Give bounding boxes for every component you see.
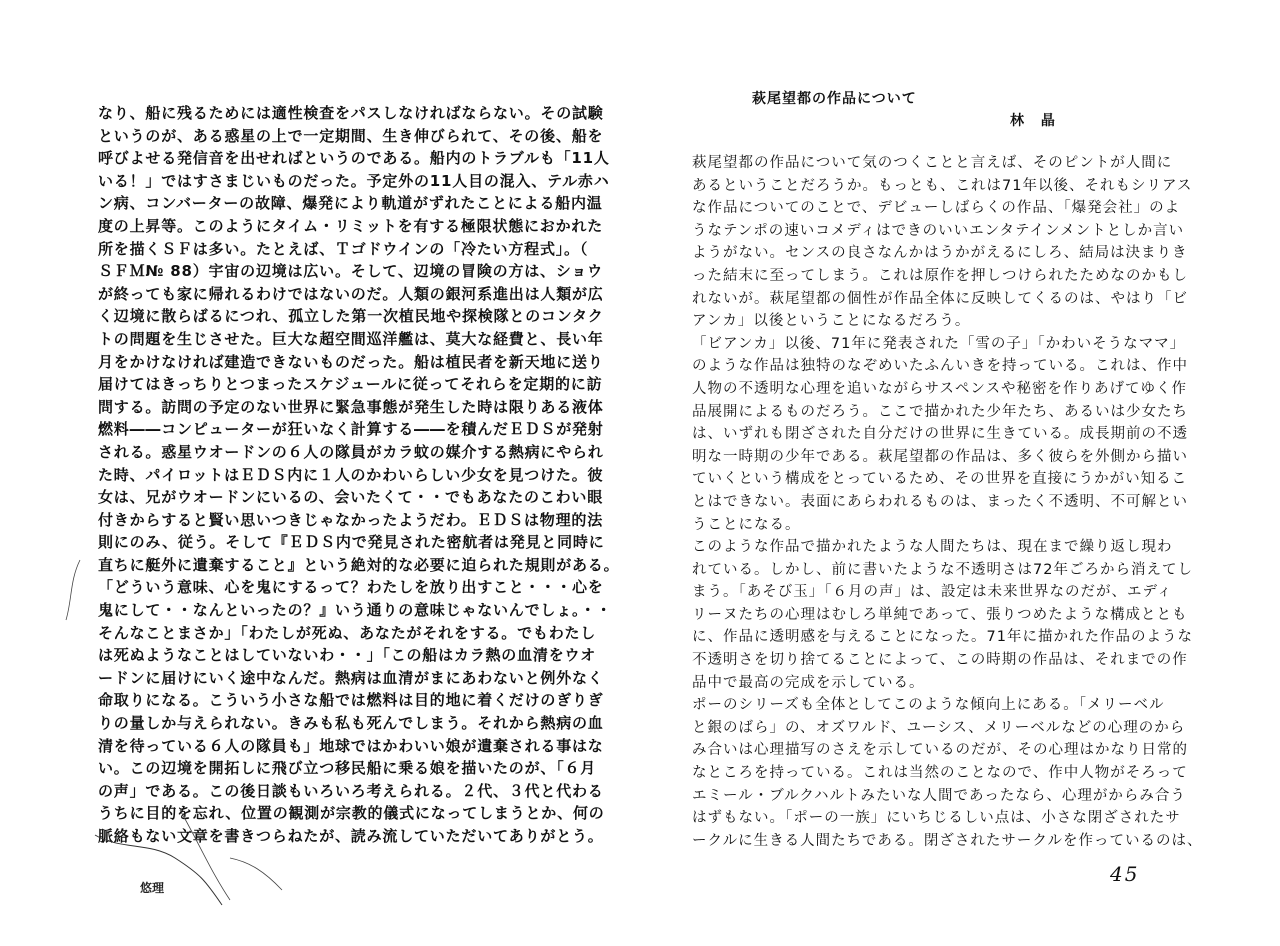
text-line: そんなことまさか」「わたしが死ぬ、あなたがそれをする。でもわたし <box>98 623 597 642</box>
text-line: た時、パイロットはＥＤＳ内に１人のかわいらしい少女を見つけた。彼 <box>98 465 604 484</box>
text-line: される。惑星ウオードンの６人の隊員がカラ蚊の媒介する熱病にやられ <box>98 442 604 461</box>
text-line: いる！」ではすさまじいものだった。予定外の11人目の混入、テル赤ハ <box>98 171 610 190</box>
text-line: な作品についてのことで、デビューしばらくの作品、「爆発会社」のよ <box>692 200 1181 217</box>
text-line: とはできない。表面にあらわれるものは、まったく不透明、不可解とい <box>692 493 1188 510</box>
text-line: れている。しかし、前に書いたような不透明さは72年ごろから消えてし <box>692 561 1193 578</box>
page-number: 45 <box>1110 862 1140 886</box>
text-line: まう。「あそび玉」「６月の声」は、設定は未来世界なのだが、エディ <box>692 584 1173 601</box>
right-page-text <box>692 152 1202 852</box>
text-line: 付きからすると賢い思いつきじゃなかったようだわ。ＥＤＳは物理的法 <box>98 510 604 529</box>
text-line: うことになる。 <box>692 516 801 533</box>
text-line: 不透明さを切り捨てることによって、この時期の作品は、それまでの作 <box>692 652 1188 669</box>
text-line: が終っても家に帰れるわけではないのだ。人類の銀河系進出は人類が広 <box>98 284 604 303</box>
text-line: 清を待っている６人の隊員も」地球ではかわいい娘が遺棄される事はな <box>98 736 604 755</box>
text-line: りの量しか与えられない。きみも私も死んでしまう。それから熱病の血 <box>98 714 604 733</box>
text-line: 脈絡もない文章を書きつらねたが、読み流していただいてありがとう。 <box>98 827 604 845</box>
text-line: というのが、ある惑星の上で一定期間、生き伸びられて、その後、船を <box>98 126 604 145</box>
text-line: 品中で最高の完成を示している。 <box>692 674 925 691</box>
text-line: うなテンポの速いコメディはできのいいエンタテインメントとしか言い <box>692 222 1185 239</box>
article-title: 萩尾望都の作品について <box>752 91 917 107</box>
text-line: は死ぬようなことはしていないわ・・」「この船はカラ熱の血清をウオ <box>98 646 597 665</box>
text-line: 則にのみ、従う。そして『ＥＤＳ内で発見された密航者は発見と同時に <box>98 533 605 552</box>
text-line: ポーのシリーズも全体としてこのような傾向上にある。「メリーベル <box>692 697 1165 714</box>
text-line: アンカ」以後ということになるだろう。 <box>692 313 971 330</box>
text-line: ードンに届けにいく途中なんだ。熱病は血清がまにあわないと例外なく <box>98 668 604 687</box>
text-line: なところを持っている。これは当然のことなので、作中人物がそろって <box>692 765 1188 782</box>
text-line: はずもない。「ポーの一族」にいちじるしい点は、小さな閉ざされたサ <box>692 810 1181 827</box>
text-line: く辺境に散らばるにつれ、孤立した第一次植民地や探検隊とのコンタク <box>98 307 604 326</box>
text-line: 品展開によるものだろう。ここで描かれた少年たち、あるいは少女たち <box>692 403 1188 420</box>
text-line: 萩尾望都の作品について気のつくことと言えば、そのピントが人間に <box>692 155 1173 171</box>
article-author: 林 晶 <box>1010 113 1061 129</box>
text-line: 所を描くＳＦは多い。たとえば、Ｔゴドウインの「冷たい方程式」。（ <box>98 239 589 258</box>
text-line: エミール・ブルクハルトみたいな人間であったなら、心理がからみ合う <box>692 787 1186 804</box>
text-line: 呼びよせる発信音を出せればというのである。船内のトラブルも「11人 <box>98 149 610 168</box>
text-line: の声」である。この後日談もいろいろ考えられる。２代、３代と代わる <box>98 781 604 800</box>
text-line: 直ちに艇外に遺棄すること』という絶対的な必要に迫られた規則がある。 <box>98 555 620 574</box>
scribble-mark: 悠理 <box>140 881 165 895</box>
text-line: 度の上昇等。このようにタイム・リミットを有する極限状態におかれた <box>98 216 604 235</box>
text-line: に、作品に透明感を与えることになった。71年に描かれた作品のような <box>692 629 1193 646</box>
text-line: み合いは心理描写のさえを示しているのだが、その心理はかなり日常的 <box>692 742 1188 759</box>
text-line: った結末に至ってしまう。これは原作を押しつけられたためなのかもし <box>692 267 1188 284</box>
text-line: れないが。萩尾望都の個性が作品全体に反映してくるのは、やはり「ビ <box>692 290 1188 307</box>
text-line: ン病、コンバーターの故障、爆発により軌道がずれたことによる船内温 <box>98 194 603 213</box>
right-page <box>640 0 1280 946</box>
text-line: 明な一時期の少年である。萩尾望都の作品は、多く彼らを外側から描い <box>692 448 1188 465</box>
text-line: ＳＦＭ№ 88）宇宙の辺境は広い。そして、辺境の冒険の方は、ショウ <box>98 262 603 281</box>
text-line: 命取りになる。こういう小さな船では燃料は目的地に着くだけのぎりぎ <box>98 691 604 710</box>
text-line: このような作品で描かれたような人間たちは、現在まで繰り返し現わ <box>692 539 1173 556</box>
text-line: 人物の不透明な心理を追いながらサスペンスや秘密を作りあげてゆく作 <box>692 380 1187 397</box>
text-line: 燃料――コンピューターが狂いなく計算する――を積んだＥＤＳが発射 <box>98 420 604 439</box>
text-line: トの問題を生じさせた。巨大な超空間巡洋艦は、莫大な経費と、長い年 <box>98 329 604 348</box>
text-line: なり、船に残るためには適性検査をパスしなければならない。その試験 <box>98 104 604 122</box>
text-line: 「どういう意味、心を鬼にするって？わたしを放り出すこと・・・心を <box>98 578 604 597</box>
text-line: 女は、兄がウオードンにいるの、会いたくて・・でもあなたのこわい眼 <box>98 488 604 507</box>
text-line: 月をかけなければ建造できないものだった。船は植民者を新天地に送り <box>98 352 604 371</box>
text-line: 届けてはきっちりとつまったスケジュールに従ってそれらを定期的に訪 <box>98 375 603 394</box>
text-line: ークルに生きる人間たちである。閉ざされたサークルを作っているのは、 <box>692 832 1203 849</box>
text-line: 「ビアンカ」以後、71年に発表された「雪の子」「かわいそうなママ」 <box>692 335 1186 352</box>
text-line: 問する。訪問の予定のない世界に緊急事態が発生した時は限りある液体 <box>98 397 604 416</box>
text-line: ていくという構成をとっているため、その世界を直接にうかがい知るこ <box>692 471 1188 488</box>
text-line: と銀のばら」の、オズワルド、ユーシス、メリーベルなどの心理のから <box>692 719 1186 736</box>
text-line: ようがない。センスの良さなんかはうかがえるにしろ、結局は決まりき <box>692 245 1188 262</box>
text-line: あるということだろうか。もっとも、これは71年以後、それもシリアス <box>692 177 1193 194</box>
text-line: うちに目的を忘れ、位置の観測が宗教的儀式になってしまうとか、何の <box>98 804 605 823</box>
text-line: 鬼にして・・なんといったの？』いう通りの意味じゃないんでしょ。・・ <box>98 601 612 620</box>
text-line: のような作品は独特のなぞめいたふんいきを持っている。これは、作中 <box>692 358 1188 375</box>
text-line: い。この辺境を開拓しに飛び立つ移民船に乗る娘を描いたのが、「６月 <box>98 759 597 778</box>
text-line: リーヌたちの心理はむしろ単純であって、張りつめたような構成ととも <box>692 606 1188 623</box>
text-line: は、いずれも閉ざされた自分だけの世界に生きている。成長期前の不透 <box>692 426 1188 443</box>
